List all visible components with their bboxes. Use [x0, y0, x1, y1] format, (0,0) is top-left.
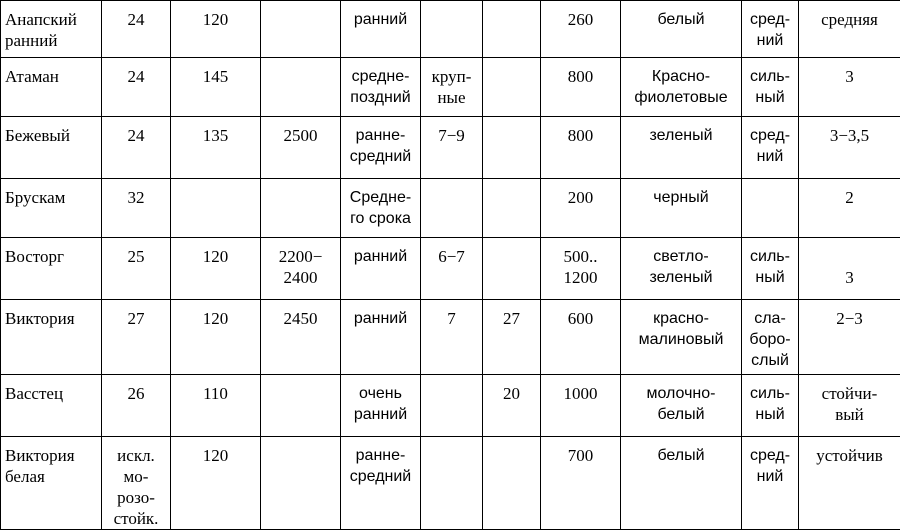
- transportability-cell: 2−3: [799, 300, 900, 375]
- ripening-cell: средне- поздний: [341, 58, 421, 117]
- value-cell: 260: [541, 1, 621, 58]
- value-cell: [261, 58, 341, 117]
- ripening-cell: ранний: [341, 300, 421, 375]
- variety-name-cell: Бежевый: [1, 117, 102, 179]
- variety-name-cell: Анапский ранний: [1, 1, 102, 58]
- value-cell: искл. мо- розо- стойк.: [102, 437, 171, 530]
- table-row: [1, 1, 900, 58]
- vigor-cell: сред- ний: [742, 117, 799, 179]
- table-row: [1, 179, 900, 238]
- value-cell: 25: [102, 238, 171, 300]
- transportability-cell: стойчи- вый: [799, 375, 900, 437]
- variety-name-cell: Виктория: [1, 300, 102, 375]
- table-row: [1, 437, 900, 530]
- value-cell: 24: [102, 117, 171, 179]
- ripening-cell: ранне- средний: [341, 117, 421, 179]
- berry-color-cell: Красно- фиолетовые: [621, 58, 742, 117]
- berry-color-cell: красно- малиновый: [621, 300, 742, 375]
- vigor-cell: силь- ный: [742, 375, 799, 437]
- value-cell: 800: [541, 117, 621, 179]
- value-cell: 135: [171, 117, 261, 179]
- transportability-cell: средняя: [799, 1, 900, 58]
- transportability-cell: 2: [799, 179, 900, 238]
- vigor-cell: силь- ный: [742, 238, 799, 300]
- value-cell: [421, 375, 483, 437]
- value-cell: 200: [541, 179, 621, 238]
- value-cell: [483, 1, 541, 58]
- variety-name-cell: Брускам: [1, 179, 102, 238]
- value-cell: [261, 1, 341, 58]
- value-cell: 120: [171, 300, 261, 375]
- vigor-cell: сла- боро- слый: [742, 300, 799, 375]
- value-cell: 500.. 1200: [541, 238, 621, 300]
- value-cell: 2450: [261, 300, 341, 375]
- berry-color-cell: белый: [621, 437, 742, 530]
- table-row: [1, 375, 900, 437]
- value-cell: 800: [541, 58, 621, 117]
- value-cell: 27: [102, 300, 171, 375]
- value-cell: 110: [171, 375, 261, 437]
- value-cell: круп- ные: [421, 58, 483, 117]
- vigor-cell: силь- ный: [742, 58, 799, 117]
- value-cell: [483, 179, 541, 238]
- value-cell: 700: [541, 437, 621, 530]
- value-cell: 120: [171, 437, 261, 530]
- variety-name-cell: Васстец: [1, 375, 102, 437]
- value-cell: [421, 437, 483, 530]
- value-cell: [483, 117, 541, 179]
- value-cell: 120: [171, 1, 261, 58]
- variety-name-cell: Атаман: [1, 58, 102, 117]
- value-cell: [421, 179, 483, 238]
- table-row: [1, 117, 900, 179]
- ripening-cell: ранне- средний: [341, 437, 421, 530]
- value-cell: [483, 238, 541, 300]
- value-cell: [261, 437, 341, 530]
- table-row: [1, 58, 900, 117]
- berry-color-cell: черный: [621, 179, 742, 238]
- ripening-cell: Средне- го срока: [341, 179, 421, 238]
- berry-color-cell: светло- зеленый: [621, 238, 742, 300]
- berry-color-cell: белый: [621, 1, 742, 58]
- table-row: [1, 300, 900, 375]
- vigor-cell: сред- ний: [742, 1, 799, 58]
- value-cell: [421, 1, 483, 58]
- value-cell: 600: [541, 300, 621, 375]
- value-cell: [261, 375, 341, 437]
- value-cell: 6−7: [421, 238, 483, 300]
- value-cell: [261, 179, 341, 238]
- value-cell: 26: [102, 375, 171, 437]
- value-cell: 2200− 2400: [261, 238, 341, 300]
- value-cell: 20: [483, 375, 541, 437]
- value-cell: 24: [102, 58, 171, 117]
- vigor-cell: [742, 179, 799, 238]
- value-cell: 7−9: [421, 117, 483, 179]
- berry-color-cell: молочно- белый: [621, 375, 742, 437]
- ripening-cell: ранний: [341, 1, 421, 58]
- value-cell: 7: [421, 300, 483, 375]
- table-row: [1, 238, 900, 300]
- variety-name-cell: Восторг: [1, 238, 102, 300]
- value-cell: [483, 437, 541, 530]
- value-cell: 1000: [541, 375, 621, 437]
- value-cell: 120: [171, 238, 261, 300]
- transportability-cell: 3: [799, 238, 900, 300]
- transportability-cell: 3−3,5: [799, 117, 900, 179]
- variety-name-cell: Виктория белая: [1, 437, 102, 530]
- value-cell: [483, 58, 541, 117]
- vigor-cell: сред- ний: [742, 437, 799, 530]
- value-cell: 2500: [261, 117, 341, 179]
- value-cell: 27: [483, 300, 541, 375]
- value-cell: 24: [102, 1, 171, 58]
- transportability-cell: устойчив: [799, 437, 900, 530]
- ripening-cell: ранний: [341, 238, 421, 300]
- berry-color-cell: зеленый: [621, 117, 742, 179]
- ripening-cell: очень ранний: [341, 375, 421, 437]
- value-cell: 145: [171, 58, 261, 117]
- value-cell: 32: [102, 179, 171, 238]
- value-cell: [171, 179, 261, 238]
- transportability-cell: 3: [799, 58, 900, 117]
